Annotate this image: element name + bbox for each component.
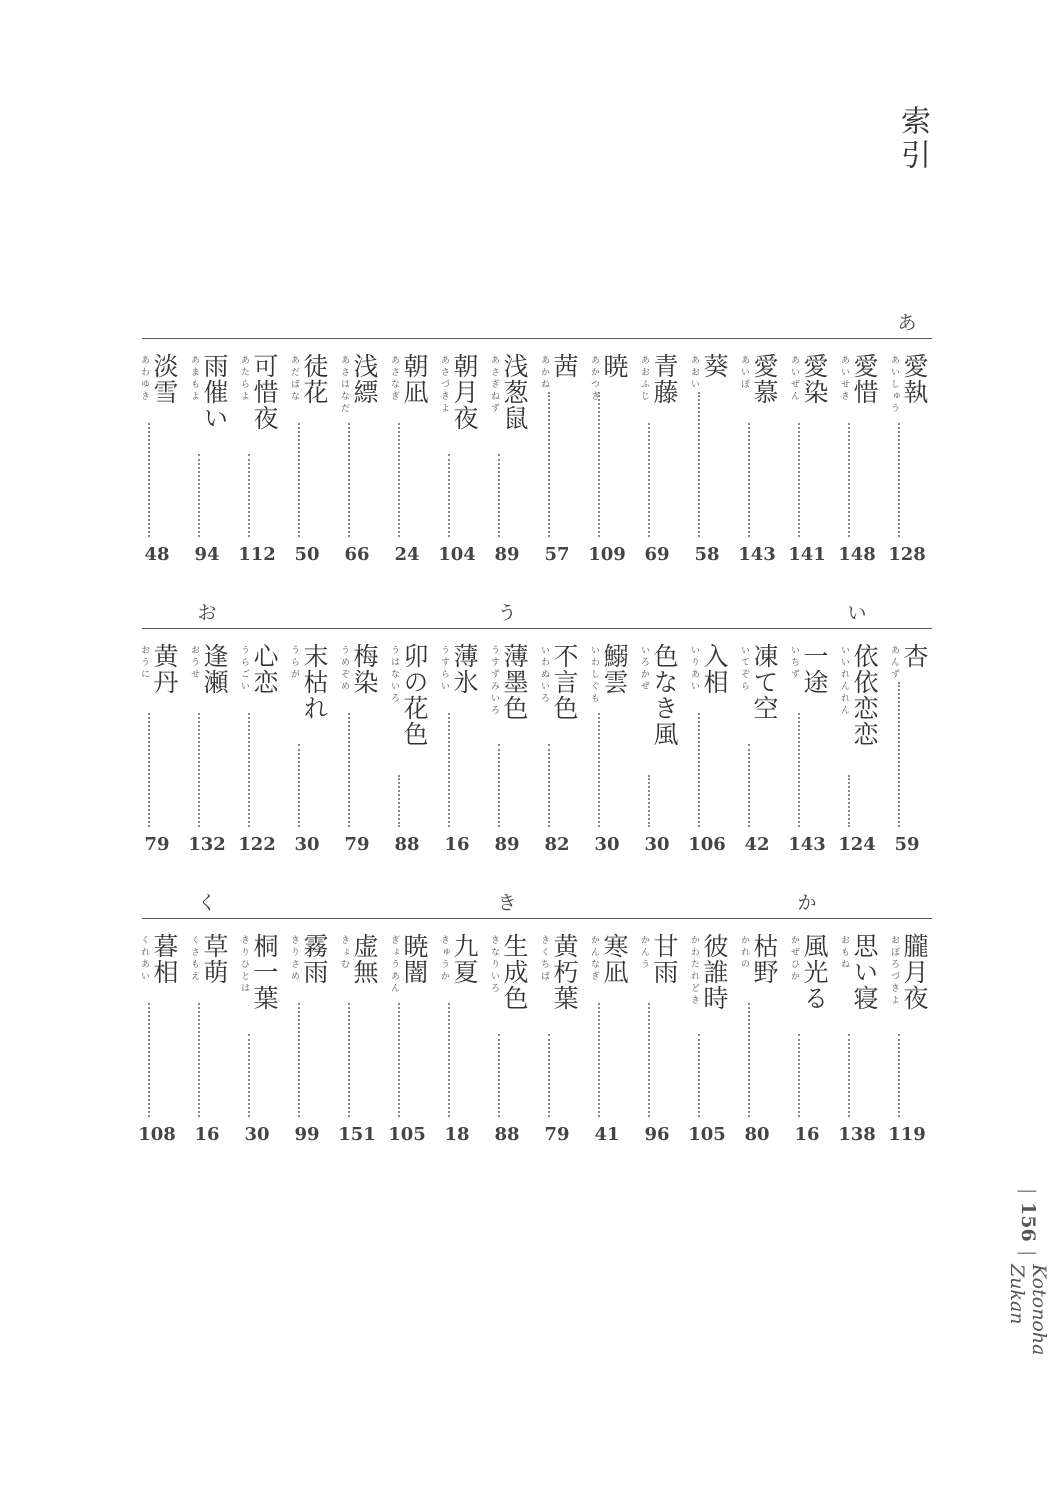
entry-page-number: 16 [794, 1124, 820, 1145]
entry-reading: きゅうか [439, 935, 449, 983]
entry-word: 愛惜 [850, 353, 879, 405]
index-entry [182, 353, 232, 565]
entry-word: 浅縹 [350, 353, 379, 405]
entry-page-number: 132 [188, 834, 226, 855]
entry-word: 虚無 [350, 933, 379, 985]
index-entry [132, 353, 182, 565]
dot-leader [298, 744, 300, 827]
entry-reading: あさづきよ [439, 355, 449, 415]
entry-reading: いわぬいろ [539, 645, 549, 705]
entry-word: 色なき風 [650, 643, 679, 747]
index-entry [782, 353, 832, 565]
dot-leader [398, 423, 400, 537]
entry-word: 青藤 [650, 353, 679, 405]
dot-leader [748, 1003, 750, 1117]
entry-reading: おうに [139, 645, 149, 681]
index-entry [432, 933, 482, 1145]
entry-page-number: 143 [788, 834, 826, 855]
index-entry [882, 933, 932, 1145]
entry-page-number: 79 [344, 834, 370, 855]
index-entry [482, 353, 532, 565]
entry-reading: かんう [639, 935, 649, 971]
entry-page-number: 99 [294, 1124, 320, 1145]
index-entry [732, 643, 782, 855]
entry-reading: いちず [789, 645, 799, 681]
entry-reading: うめぞめ [339, 645, 349, 693]
dot-leader [898, 1034, 900, 1117]
entry-page-number: 138 [838, 1124, 876, 1145]
entry-page-number: 30 [294, 834, 320, 855]
entry-reading: くれあい [139, 935, 149, 983]
footer-separator: | [1017, 1188, 1039, 1195]
group-header-row [142, 308, 932, 334]
entry-word: 暁闇 [400, 933, 429, 985]
entry-page-number: 105 [688, 1124, 726, 1145]
entry-reading: おうせ [189, 645, 199, 681]
dot-leader [498, 1034, 500, 1117]
index-entry [432, 643, 482, 855]
entry-word: 霧雨 [300, 933, 329, 985]
entry-reading: あさなぎ [389, 355, 399, 403]
entry-reading: かわたれどき [689, 935, 699, 1007]
entry-reading: おもね [839, 935, 849, 971]
dot-leader [298, 1003, 300, 1117]
index-entry [682, 353, 732, 565]
dot-leader [148, 1003, 150, 1117]
dot-leader [898, 682, 900, 827]
index-entry [532, 353, 582, 565]
entry-word: 凍て空 [750, 643, 779, 721]
dot-leader [348, 423, 350, 537]
group-label: う [497, 602, 517, 624]
index-section [139, 308, 932, 569]
entry-reading: あいぼ [739, 355, 749, 391]
index-entry [882, 353, 932, 565]
entry-word: 暮相 [150, 933, 179, 985]
entry-page-number: 141 [788, 544, 826, 565]
entry-page-number: 105 [388, 1124, 426, 1145]
index-entry [282, 933, 332, 1145]
entry-page-number: 79 [144, 834, 170, 855]
dot-leader [248, 713, 250, 827]
group-label: か [797, 892, 817, 914]
dot-leader [248, 1034, 250, 1117]
entry-word: 薄氷 [450, 643, 479, 695]
dot-leader [698, 392, 700, 537]
entry-page-number: 112 [238, 544, 276, 565]
index-entry [482, 933, 532, 1145]
entry-word: 葵 [700, 353, 729, 379]
entry-reading: あかつき [589, 355, 599, 403]
index-entry [232, 933, 282, 1145]
entry-word: 杏 [900, 643, 929, 669]
entry-reading: あんず [889, 645, 899, 681]
index-entry [532, 643, 582, 855]
entry-reading: いてぞら [739, 645, 749, 693]
index-entry [832, 643, 882, 855]
entry-word: 彼誰時 [700, 933, 729, 1011]
index-entry [282, 353, 332, 565]
index-entry [732, 933, 782, 1145]
entry-reading: あおふじ [639, 355, 649, 403]
index-entry [732, 353, 782, 565]
entry-word: 末枯れ [300, 643, 329, 721]
index-section [139, 598, 932, 859]
entry-list [138, 919, 932, 1149]
entry-word: 愛染 [800, 353, 829, 405]
dot-leader [648, 1003, 650, 1117]
dot-leader [398, 1003, 400, 1117]
dot-leader [448, 1003, 450, 1117]
dot-leader [498, 744, 500, 827]
footer-book-title: Kotonoha Zukan [1006, 1264, 1050, 1356]
dot-leader [248, 454, 250, 537]
entry-word: 黄丹 [150, 643, 179, 695]
entry-page-number: 128 [888, 544, 926, 565]
index-entry [682, 643, 732, 855]
index-entry [332, 643, 382, 855]
footer-separator: | [1017, 1250, 1039, 1257]
index-entry [632, 353, 682, 565]
entry-word: 薄墨色 [500, 643, 529, 721]
entry-page-number: 94 [194, 544, 220, 565]
entry-page-number: 41 [594, 1124, 620, 1145]
entry-page-number: 18 [444, 1124, 470, 1145]
entry-page-number: 82 [544, 834, 570, 855]
entry-page-number: 57 [544, 544, 570, 565]
index-entry [532, 933, 582, 1145]
dot-leader [198, 1003, 200, 1117]
entry-page-number: 122 [238, 834, 276, 855]
index-entry [832, 933, 882, 1145]
entry-word: 淡雪 [150, 353, 179, 405]
dot-leader [198, 713, 200, 827]
dot-leader [548, 392, 550, 537]
index-entry [182, 643, 232, 855]
entry-page-number: 148 [838, 544, 876, 565]
dot-leader [748, 744, 750, 827]
dot-leader [348, 1003, 350, 1117]
dot-leader [598, 392, 600, 537]
entry-reading: うらごい [239, 645, 249, 693]
entry-reading: あいせき [839, 355, 849, 403]
entry-reading: あさはなだ [339, 355, 349, 415]
entry-word: 黄朽葉 [550, 933, 579, 1011]
index-entry [382, 353, 432, 565]
entry-reading: きなりいろ [489, 935, 499, 995]
dot-leader [798, 423, 800, 537]
dot-leader [148, 713, 150, 827]
entry-reading: かぜひか [789, 935, 799, 983]
dot-leader [348, 713, 350, 827]
entry-word: 桐一葉 [250, 933, 279, 1011]
entry-page-number: 42 [744, 834, 770, 855]
entry-reading: ぎょうあん [389, 935, 399, 995]
dot-leader [748, 423, 750, 537]
entry-reading: あおい [689, 355, 699, 391]
dot-leader [548, 744, 550, 827]
entry-page-number: 109 [588, 544, 626, 565]
entry-page-number: 30 [594, 834, 620, 855]
entry-page-number: 69 [644, 544, 670, 565]
entry-word: 徒花 [300, 353, 329, 405]
dot-leader [598, 713, 600, 827]
entry-reading: いりあい [689, 645, 699, 693]
entry-list [139, 339, 932, 569]
index-entry [782, 643, 832, 855]
entry-word: 逢瀬 [200, 643, 229, 695]
entry-word: 暁 [600, 353, 629, 379]
group-label: い [847, 602, 867, 624]
entry-word: 寒凪 [600, 933, 629, 985]
index-entry [382, 933, 432, 1145]
index-entry [482, 643, 532, 855]
entry-page-number: 66 [344, 544, 370, 565]
entry-reading: いわしぐも [589, 645, 599, 705]
index-entry [232, 353, 282, 565]
entry-word: 九夏 [450, 933, 479, 985]
entry-page-number: 119 [888, 1124, 926, 1145]
index-entry [632, 643, 682, 855]
entry-page-number: 108 [138, 1124, 176, 1145]
entry-reading: あいしゅう [889, 355, 899, 415]
entry-page-number: 88 [494, 1124, 520, 1145]
entry-word: 不言色 [550, 643, 579, 721]
entry-reading: きりさめ [289, 935, 299, 983]
entry-list [139, 629, 932, 859]
entry-page-number: 88 [394, 834, 420, 855]
entry-reading: いろかぜ [639, 645, 649, 693]
entry-word: 生成色 [500, 933, 529, 1011]
entry-page-number: 80 [744, 1124, 770, 1145]
entry-reading: きくちば [539, 935, 549, 983]
dot-leader [848, 775, 850, 827]
dot-leader [648, 775, 650, 827]
index-entry [132, 933, 182, 1145]
entry-word: 一途 [800, 643, 829, 695]
entry-page-number: 24 [394, 544, 420, 565]
entry-word: 茜 [550, 353, 579, 379]
dot-leader [548, 1034, 550, 1117]
entry-page-number: 106 [688, 834, 726, 855]
index-entry [332, 933, 382, 1145]
entry-word: 梅染 [350, 643, 379, 695]
index-section [138, 888, 932, 1149]
index-entry [582, 643, 632, 855]
entry-word: 朝月夜 [450, 353, 479, 431]
entry-reading: きょむ [339, 935, 349, 971]
dot-leader [148, 423, 150, 537]
index-entry [832, 353, 882, 565]
index-entry [882, 643, 932, 855]
entry-page-number: 96 [644, 1124, 670, 1145]
dot-leader [698, 713, 700, 827]
group-label: き [497, 892, 517, 914]
entry-word: 依依恋恋 [850, 643, 879, 747]
entry-page-number: 143 [738, 544, 776, 565]
entry-reading: あまもよ [189, 355, 199, 403]
group-header-row [142, 888, 932, 914]
group-label: お [197, 602, 217, 624]
entry-page-number: 124 [838, 834, 876, 855]
entry-reading: あかね [539, 355, 549, 391]
entry-word: 浅葱鼠 [500, 353, 529, 431]
group-label: あ [897, 312, 917, 334]
entry-word: 愛執 [900, 353, 929, 405]
entry-word: 雨催い [200, 353, 229, 431]
entry-page-number: 151 [338, 1124, 376, 1145]
entry-reading: うすずみいろ [489, 645, 499, 717]
entry-page-number: 89 [494, 544, 520, 565]
dot-leader [698, 1034, 700, 1117]
dot-leader [648, 423, 650, 537]
dot-leader [848, 423, 850, 537]
entry-reading: あわゆき [139, 355, 149, 403]
entry-word: 思い寝 [850, 933, 879, 1011]
entry-page-number: 16 [444, 834, 470, 855]
entry-reading: うすらい [439, 645, 449, 693]
dot-leader [448, 454, 450, 537]
index-entry [232, 643, 282, 855]
entry-word: 可惜夜 [250, 353, 279, 431]
entry-reading: きりひとは [239, 935, 249, 995]
index-entry [432, 353, 482, 565]
entry-reading: うはないろ [389, 645, 399, 705]
entry-reading: あたらよ [239, 355, 249, 403]
dot-leader [798, 1034, 800, 1117]
entry-word: 卯の花色 [400, 643, 429, 747]
entry-word: 心恋 [250, 643, 279, 695]
page-title: 索引 [895, 105, 930, 173]
group-label: く [197, 892, 217, 914]
dot-leader [448, 713, 450, 827]
entry-word: 草萌 [200, 933, 229, 985]
footer-page-number: 156 [1017, 1202, 1039, 1243]
dot-leader [848, 1034, 850, 1117]
dot-leader [398, 775, 400, 827]
entry-reading: かんなぎ [589, 935, 599, 983]
entry-reading: うらが [289, 645, 299, 681]
index-entry [582, 933, 632, 1145]
group-header-row [142, 598, 932, 624]
entry-page-number: 48 [144, 544, 170, 565]
entry-reading: かれの [739, 935, 749, 971]
entry-word: 入相 [700, 643, 729, 695]
index-entry [632, 933, 682, 1145]
entry-reading: いいれんれん [839, 645, 849, 717]
entry-word: 鰯雲 [600, 643, 629, 695]
entry-word: 朧月夜 [900, 933, 929, 1011]
index-entry [182, 933, 232, 1145]
index-entry [782, 933, 832, 1145]
page-footer [1006, 1180, 1050, 1420]
index-entry [332, 353, 382, 565]
dot-leader [598, 1003, 600, 1117]
entry-reading: あだばな [289, 355, 299, 403]
entry-page-number: 89 [494, 834, 520, 855]
entry-page-number: 104 [438, 544, 476, 565]
dot-leader [498, 454, 500, 537]
entry-reading: おぼろづきよ [889, 935, 899, 1007]
entry-reading: あさぎねず [489, 355, 499, 415]
index-entry [382, 643, 432, 855]
entry-word: 甘雨 [650, 933, 679, 985]
dot-leader [198, 454, 200, 537]
entry-reading: くさもえ [189, 935, 199, 983]
entry-page-number: 59 [894, 834, 920, 855]
dot-leader [298, 423, 300, 537]
entry-page-number: 16 [194, 1124, 220, 1145]
entry-page-number: 30 [644, 834, 670, 855]
entry-page-number: 58 [694, 544, 720, 565]
entry-word: 朝凪 [400, 353, 429, 405]
index-entry [132, 643, 182, 855]
entry-page-number: 30 [244, 1124, 270, 1145]
entry-reading: あいぜん [789, 355, 799, 403]
index-entry [582, 353, 632, 565]
entry-word: 枯野 [750, 933, 779, 985]
entry-page-number: 50 [294, 544, 320, 565]
dot-leader [898, 423, 900, 537]
index-entry [682, 933, 732, 1145]
entry-word: 愛慕 [750, 353, 779, 405]
entry-page-number: 79 [544, 1124, 570, 1145]
dot-leader [798, 713, 800, 827]
entry-word: 風光る [800, 933, 829, 1011]
index-entry [282, 643, 332, 855]
